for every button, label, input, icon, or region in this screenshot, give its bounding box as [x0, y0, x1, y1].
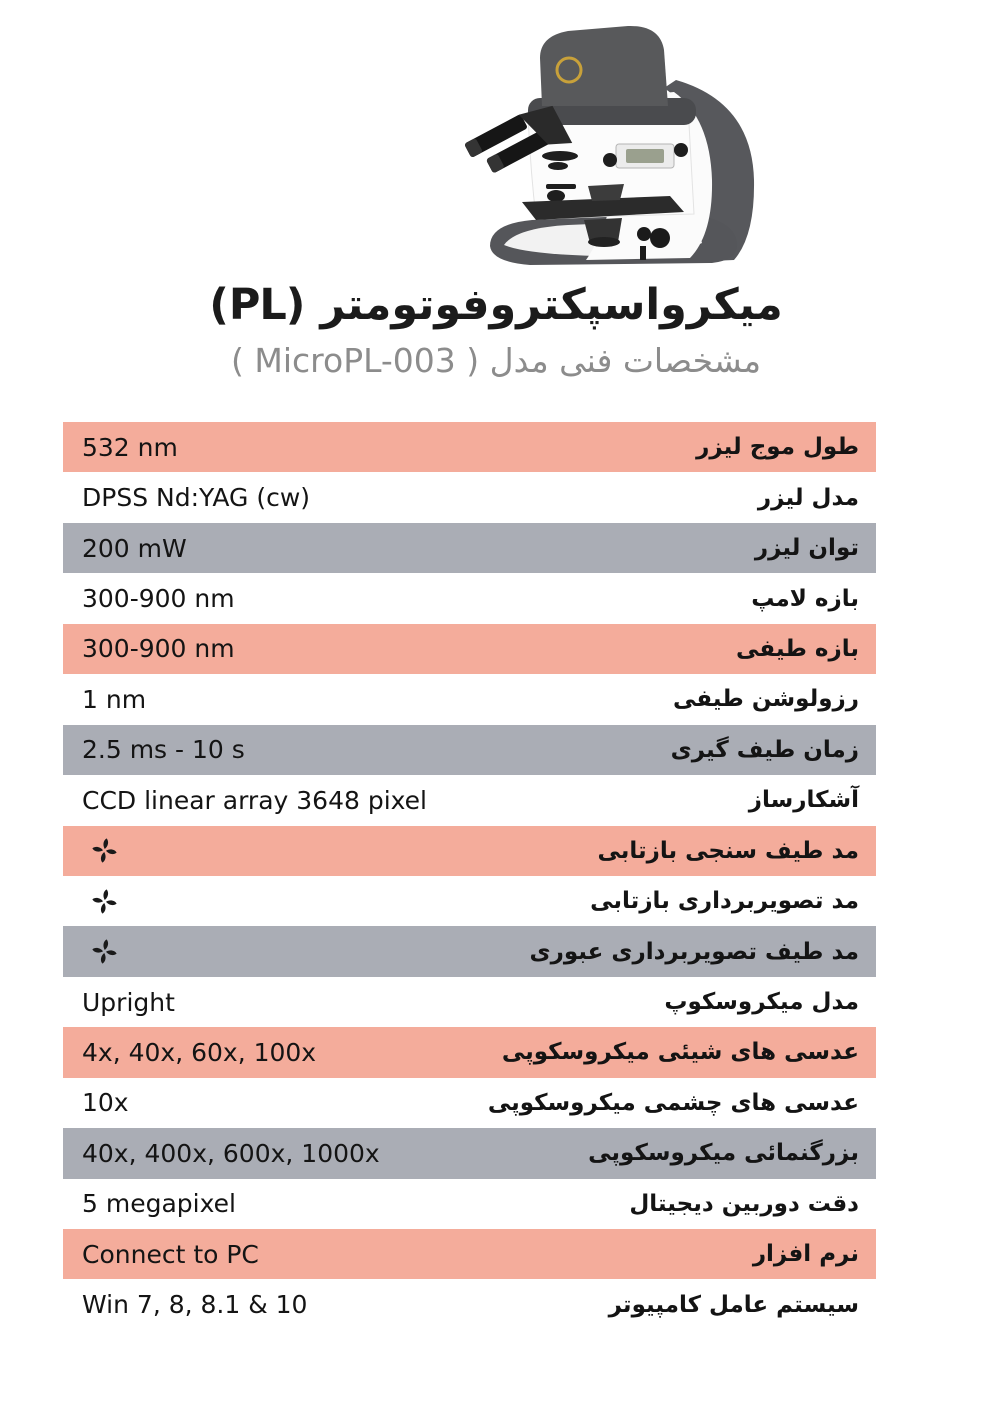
- spec-row: [63, 725, 876, 775]
- spec-value: 200 mW: [82, 533, 187, 563]
- spec-label: توان لیزر: [754, 535, 859, 562]
- spec-row: [63, 573, 876, 623]
- spec-row: [63, 472, 876, 522]
- spec-row: [63, 1279, 876, 1329]
- spec-value: 5 megapixel: [82, 1189, 236, 1219]
- spec-row: [63, 422, 876, 472]
- spec-label: آشکارساز: [748, 787, 859, 814]
- spec-row: [63, 1128, 876, 1178]
- spec-table: [63, 422, 876, 1330]
- spec-value: 300-900 nm: [82, 584, 235, 614]
- spec-value: [63, 888, 118, 915]
- spec-row: [63, 775, 876, 825]
- product-image-microscope: [438, 8, 778, 274]
- spec-value: 10x: [82, 1088, 129, 1118]
- spec-value: 2.5 ms - 10 s: [82, 735, 245, 765]
- spec-label: سیستم عامل کامپیوتر: [608, 1291, 859, 1318]
- spec-value: [63, 837, 118, 864]
- spec-row: [63, 926, 876, 976]
- four-petal-flower-icon: [91, 837, 118, 864]
- spec-label: عدسی های شیئی میکروسکوپی: [501, 1039, 859, 1066]
- spec-value: DPSS Nd:YAG (cw): [82, 483, 311, 513]
- spec-label: دقت دوربین دیجیتال: [629, 1190, 859, 1217]
- page-title: میکرواسپکتروفوتومتر (PL): [209, 280, 783, 330]
- microscope-illustration: [438, 8, 778, 274]
- spec-label: بزرگنمائی میکروسکوپی: [588, 1140, 859, 1167]
- spec-value: Connect to PC: [82, 1239, 259, 1269]
- spec-label: رزولوشن طیفی: [672, 686, 859, 713]
- page-subtitle: مشخصات فنی مدل ( MicroPL-003 ): [231, 341, 761, 380]
- spec-row: [63, 624, 876, 674]
- spec-label: نرم افزار: [752, 1241, 859, 1268]
- spec-value: Win 7, 8, 8.1 & 10: [82, 1290, 308, 1320]
- spec-row: [63, 977, 876, 1027]
- four-petal-flower-icon: [91, 938, 118, 965]
- spec-row: [63, 674, 876, 724]
- spec-row: [63, 1229, 876, 1279]
- spec-label: بازه لامپ: [751, 585, 859, 612]
- spec-row: [63, 1027, 876, 1077]
- spec-value: 4x, 40x, 60x, 100x: [82, 1037, 317, 1067]
- spec-label: مدل میکروسکوپ: [664, 989, 859, 1016]
- spec-label: زمان طیف گیری: [670, 736, 859, 763]
- spec-value: 300-900 nm: [82, 634, 235, 664]
- spec-value: 40x, 400x, 600x, 1000x: [82, 1138, 380, 1168]
- spec-value: 532 nm: [82, 432, 178, 462]
- spec-label: مد تصویربرداری بازتابی: [590, 888, 859, 915]
- spec-label: مد طیف سنجی بازتابی: [597, 837, 859, 864]
- spec-label: مد طیف تصویربرداری عبوری: [529, 938, 859, 965]
- four-petal-flower-icon: [91, 888, 118, 915]
- spec-value: Upright: [82, 987, 175, 1017]
- spec-value: 1 nm: [82, 684, 147, 714]
- spec-value: [63, 938, 118, 965]
- spec-label: عدسی های چشمی میکروسکوپی: [487, 1089, 859, 1116]
- spec-row: [63, 826, 876, 876]
- spec-row: [63, 1078, 876, 1128]
- spec-row: [63, 523, 876, 573]
- spec-value: CCD linear array 3648 pixel: [82, 785, 428, 815]
- spec-row: [63, 876, 876, 926]
- spec-row: [63, 1179, 876, 1229]
- spec-label: مدل لیزر: [757, 484, 859, 511]
- spec-label: طول موج لیزر: [696, 434, 859, 461]
- spec-label: بازه طیفی: [736, 635, 859, 662]
